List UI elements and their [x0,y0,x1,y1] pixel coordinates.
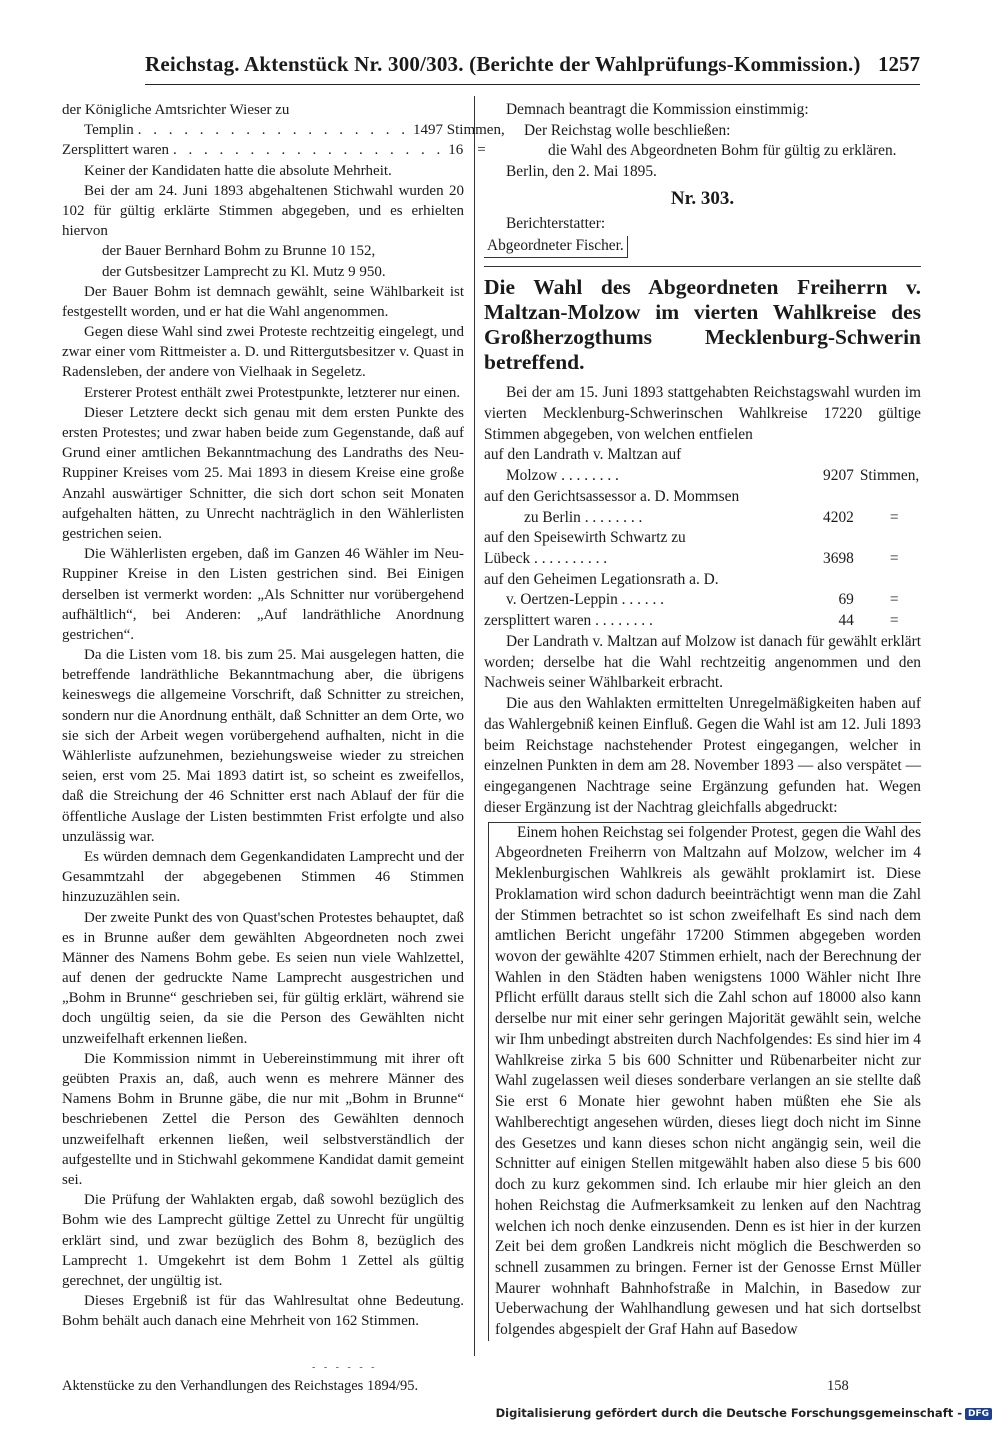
right-column [484,100,921,1341]
header-title: Reichstag. Aktenstück Nr. 300/303. (Berichte der Wahlprüfungs-Kommission.) [145,52,861,76]
credit-text: Digitalisierung gefördert durch die Deutsche Forschungsgemeinschaft - [495,1406,962,1420]
paragraph: Der Reichstag wolle beschließen: [524,121,731,139]
section-number: Nr. 303. [670,187,735,209]
paragraph: Bei der am 24. Juni 1893 abgehaltenen Stichwahl wurden 20 102 für gültig erklärte Stimmen abgegeben, und es erhielten hiervon [62,182,464,240]
date-line: Berlin, den 2. Mai 1895. [506,163,657,181]
paragraph: Der Bauer Bohm ist demnach gewählt, seine Wählbarkeit ist festgestellt worden, und er hat die Wahl angenommen. [62,283,464,320]
reporter-label: Berichterstatter: [506,214,606,232]
candidate-name: Lübeck [484,550,531,568]
vote-unit: = [889,550,899,568]
paragraph: Die Kommission nimmt in Uebereinstimmung mit ihrer oft geübten Praxis an, daß, auch wenn es mehrere Männer des Namens Bohm in Brunne gäbe, die nur mit „Bohm in Brunne“ beschriebenen Zettel die Person des Gewählten dennoch unzweifelhaft erkennen ließen, weil selbstverständlich der aufgestellte und in Stichwahl gekommene Kandidat damit gemeint sei. [62,1050,464,1188]
result-line: der Gutsbesitzer Lamprecht zu Kl. Mutz 9 950. [102,263,386,280]
candidate-name: Molzow [506,467,558,485]
candidate-name: auf den Speisewirth Schwartz zu [484,529,686,547]
paragraph: Demnach beantragt die Kommission einstimmig: [506,101,809,118]
paragraph: Ersterer Protest enthält zwei Protestpunkte, letzterer nur einen. [84,384,461,401]
candidate-table [484,445,921,632]
vote-value: 1497 Stimmen, [413,122,505,139]
candidate-name: auf den Gerichtsassessor a. D. Mommsen [484,487,740,505]
protest-quote [488,822,921,1341]
table-row [484,570,921,591]
paragraph: Dieser Letztere deckt sich genau mit dem ersten Punkte des ersten Protestes; und zwar haben beide zum Gegenstande, daß auf Grund einer amtlichen Bekanntmachung des Landraths des Neu-Ruppiner Kreises vom 25. Mai 1893 in diesem Kreise eine große Anzahl auswärtiger Schnitter, die sich dort schon seit Monaten aufgehalten hätten, zu Unrecht nachträglich in den Wählerlisten gestrichen seien. [62,404,464,542]
left-column [62,100,505,1331]
section-headline: Die Wahl des Abgeordneten Freiherrn v. Maltzan-Molzow im vierten Wahlkreise des Großherzogthums Mecklenburg-Schwerin betreffend. [484,266,921,375]
paragraph: Der zweite Punkt des von Quast'schen Protestes behauptet, daß es in Brunne außer dem gewählten Abgeordneten noch zwei Männer des Namens Bohm gebe. Es seien nun viele Wahlzettel, auf denen der gedruckte Name Lamprecht ausgestrichen und „Bohm in Brunne“ geschrieben sei, für gültig erklärt, während sie doch ungültig seien, da sie die Person des Gewählten nicht unzweifelhaft erkennen ließen. [62,909,464,1047]
candidate-name: auf den Landrath v. Maltzan auf [484,446,682,464]
table-row: zersplittert waren . . . . . . . . 44 = [484,611,921,632]
table-row: Molzow . . . . . . . . 9207 Stimmen, [484,466,921,487]
column-divider [474,96,475,1356]
paragraph: Die Wählerlisten ergeben, daß im Ganzen 46 Wähler im Neu-Ruppiner Kreise in den Listen gestrichen sind. Bei Einigen derselben ist vermerkt worden: „Als Schnitter nur vorübergehend aufhältlich“, bei Anderen: „Auf landräthliche Anordnung gestrichen“. [62,546,464,643]
paragraph: Gegen diese Wahl sind zwei Proteste rechtzeitig eingelegt, und zwar einer vom Rittmeister a. D. und Rittergutsbesitzer v. Quast in Radensleben, der andere von Vielhaak in Segeletz. [62,324,464,381]
paragraph: Einem hohen Reichstag sei folgender Protest, gegen die Wahl des Abgeordneten Freiherrn von Maltzahn auf Molzow, welcher im 4 Meklenburgischen Wahlkreis als gewählt proklamirt ist. Diese Proklamation wird schon dadurch beeinträchtigt wenn man die Zahl der Stimmen betrachtet so ist schon zweifelhaft Es sind nach dem amtlichen Bericht ungefähr 17200 Stimmen abgegeben worden wovon der gewählte 4207 Stimmen erhielt, nach der Berechnung der Wahlen in den Städten haben wenigstens 1000 Wähler nicht Ihre Pflicht erfüllt daraus stellt sich die Zahl schon auf 18000 also kann derselbe nur mit einer sehr geringen Majorität gewählt sein, welche wir Ihm unbedingt abstreiten durch Nachfolgendes: Es sind hier im 4 Wahlkreise zirka 5 bis 600 Schnitter und Rübenarbeiter nicht zur Wahl zugelassen weil dieses sonderbare verlangen an sie stellte daß Sie erst 6 Monate hier gewohnt haben müßten ehe Sie als Wahlberechtigt angesehen würden, dieses liegt doch nicht im Sinne des Gesetzes und kann dieses schon nicht angängig sein, weil die Schnitter auf einigen Stellen mitgewählt haben also diese 5 bis 600 doch zu kurz gekommen sind. Ich erlaube mir hier gleich an den hohen Reichstag die Aufmerksamkeit zu lenken auf den Nachtrag welchen ich noch denke einzusenden. Denn es ist hier in der kurzen Zeit bei dem großen Landkreis nicht möglich die Beschwerden so schnell zusammen zu bringen. Ferner ist der Genosse Ernst Müller Maurer wohnhaft Bahnhofstraße in Malchin, in Basedow zur Ueberwachung der Wahlhandlung gewesen und hat sich dortselbst folgendes abgespielt der Graf Hahn auf Basedow [495,823,921,1339]
vote-unit: = [889,612,899,630]
page-number: 1257 [878,52,920,76]
vote-line [62,120,505,140]
vote-label: Zersplittert waren [62,142,170,159]
candidate-name: v. Oertzen-Leppin [506,591,618,609]
vote-unit: = [889,591,899,609]
sheet-number: 158 [827,1378,849,1394]
reporter-name: Abgeordneter Fischer. [484,236,628,258]
paragraph: Keiner der Kandidaten hatte die absolute Mehrheit. [84,162,392,179]
leader-dots: . . . . . . . . . . . . . . . . . . [137,122,410,139]
vote-value: 16 [448,142,464,159]
candidate-name: auf den Geheimen Legationsrath a. D. [484,570,719,588]
table-row: v. Oertzen-Leppin . . . . . . 69 = [484,590,921,611]
vote-unit: Stimmen, [859,467,920,485]
footer-separator: - - - - - - [312,1362,378,1373]
dfg-logo: DFG [965,1408,992,1420]
result-line: der Bauer Bernhard Bohm zu Brunne 10 152, [102,243,376,260]
vote-label: Templin [84,122,134,139]
paragraph: Es würden demnach dem Gegenkandidaten Lamprecht und der Gesammtzahl der abgegebenen Stimmen 46 Stimmen hinzuzuzählen sein. [62,848,464,906]
paragraph: Der Landrath v. Maltzan auf Molzow ist danach für gewählt erklärt worden; derselbe hat die Wahl rechtzeitig angenommen und den Nachweis seiner Wählbarkeit erbracht. [484,632,921,692]
vote-line [62,140,486,160]
paragraph: Die aus den Wahlakten ermittelten Unregelmäßigkeiten haben auf das Wahlergebniß keinen Einfluß. Gegen die Wahl ist am 12. Juli 1893 beim Reichstage nachstehender Protest eingegangen, welcher in einzelnen Punkten in dem am 28. November 1893 — also verspätet — eingegangenen Nachtrage seine Ergänzung gefunden hat. Wegen dieser Ergänzung ist der Nachtrag gleichfalls abgedruckt: [484,695,921,816]
table-row: Lübeck . . . . . . . . . . 3698 = [484,549,921,570]
table-row: zu Berlin . . . . . . . . 4202 = [484,508,921,529]
paragraph: Dieses Ergebniß ist für das Wahlresultat ohne Bedeutung. Bohm behält auch danach eine Mehrheit von 162 Stimmen. [62,1293,464,1330]
table-row [484,487,921,508]
resolution: die Wahl des Abgeordneten Bohm für gültig zu erklären. [548,142,897,160]
vote-count: 44 [838,612,854,630]
table-row [484,445,921,466]
candidate-name: zersplittert waren [484,612,592,630]
table-row [484,528,921,549]
leader-dots: . . . . . . . . . . . . . . . . . . [173,142,445,159]
paragraph: Die Prüfung der Wahlakten ergab, daß sowohl bezüglich des Bohm wie des Lamprecht gültige Zettel zu Unrecht für ungültig erklärt sind, und zwar bezüglich des Bohm 8, bezüglich des Lamprecht 1. Umgekehrt ist dem Bohm 1 Zettel als gültig gerechnet, der ungültig ist. [62,1192,464,1289]
paragraph: Da die Listen vom 18. bis zum 25. Mai ausgelegen hatten, die betreffende landräthliche Bekanntmachung aber, die übrigens keineswegs die allgemeine Vorschrift, daß Schnitter zu streichen, sondern nur die Anordnung enthält, daß Schnitter an dem Orte, wo sie sich der Arbeit wegen vorübergehend aufhalten, nicht in die Wählerliste aufzunehmen, beziehungsweise wieder zu streichen seien, erst vom 25. Mai 1893 datirt ist, so scheint es zweifellos, daß die Streichung der 46 Schnitter erst nach Ablauf der für die öffentliche Auslage der Listen bestimmten Frist erfolgte und also unzulässig war. [62,647,464,845]
digitization-credit [496,1406,992,1420]
vote-count: 3698 [823,550,854,568]
vote-unit: = [889,508,899,526]
vote-count: 69 [838,591,854,609]
footer-source: Aktenstücke zu den Verhandlungen des Reichstages 1894/95. [62,1378,419,1394]
vote-count: 9207 [823,467,854,485]
candidate-name: zu Berlin [524,508,581,526]
paragraph: der Königliche Amtsrichter Wieser zu [62,102,290,118]
paragraph: Bei der am 15. Juni 1893 stattgehabten Reichstagswahl wurden im vierten Mecklenburg-Schwerinschen Wahlkreise 17220 gültige Stimmen abgegeben, von welchen entfielen [484,384,921,443]
vote-unit: = [477,142,486,159]
page-header [145,50,920,85]
vote-count: 4202 [823,508,854,526]
